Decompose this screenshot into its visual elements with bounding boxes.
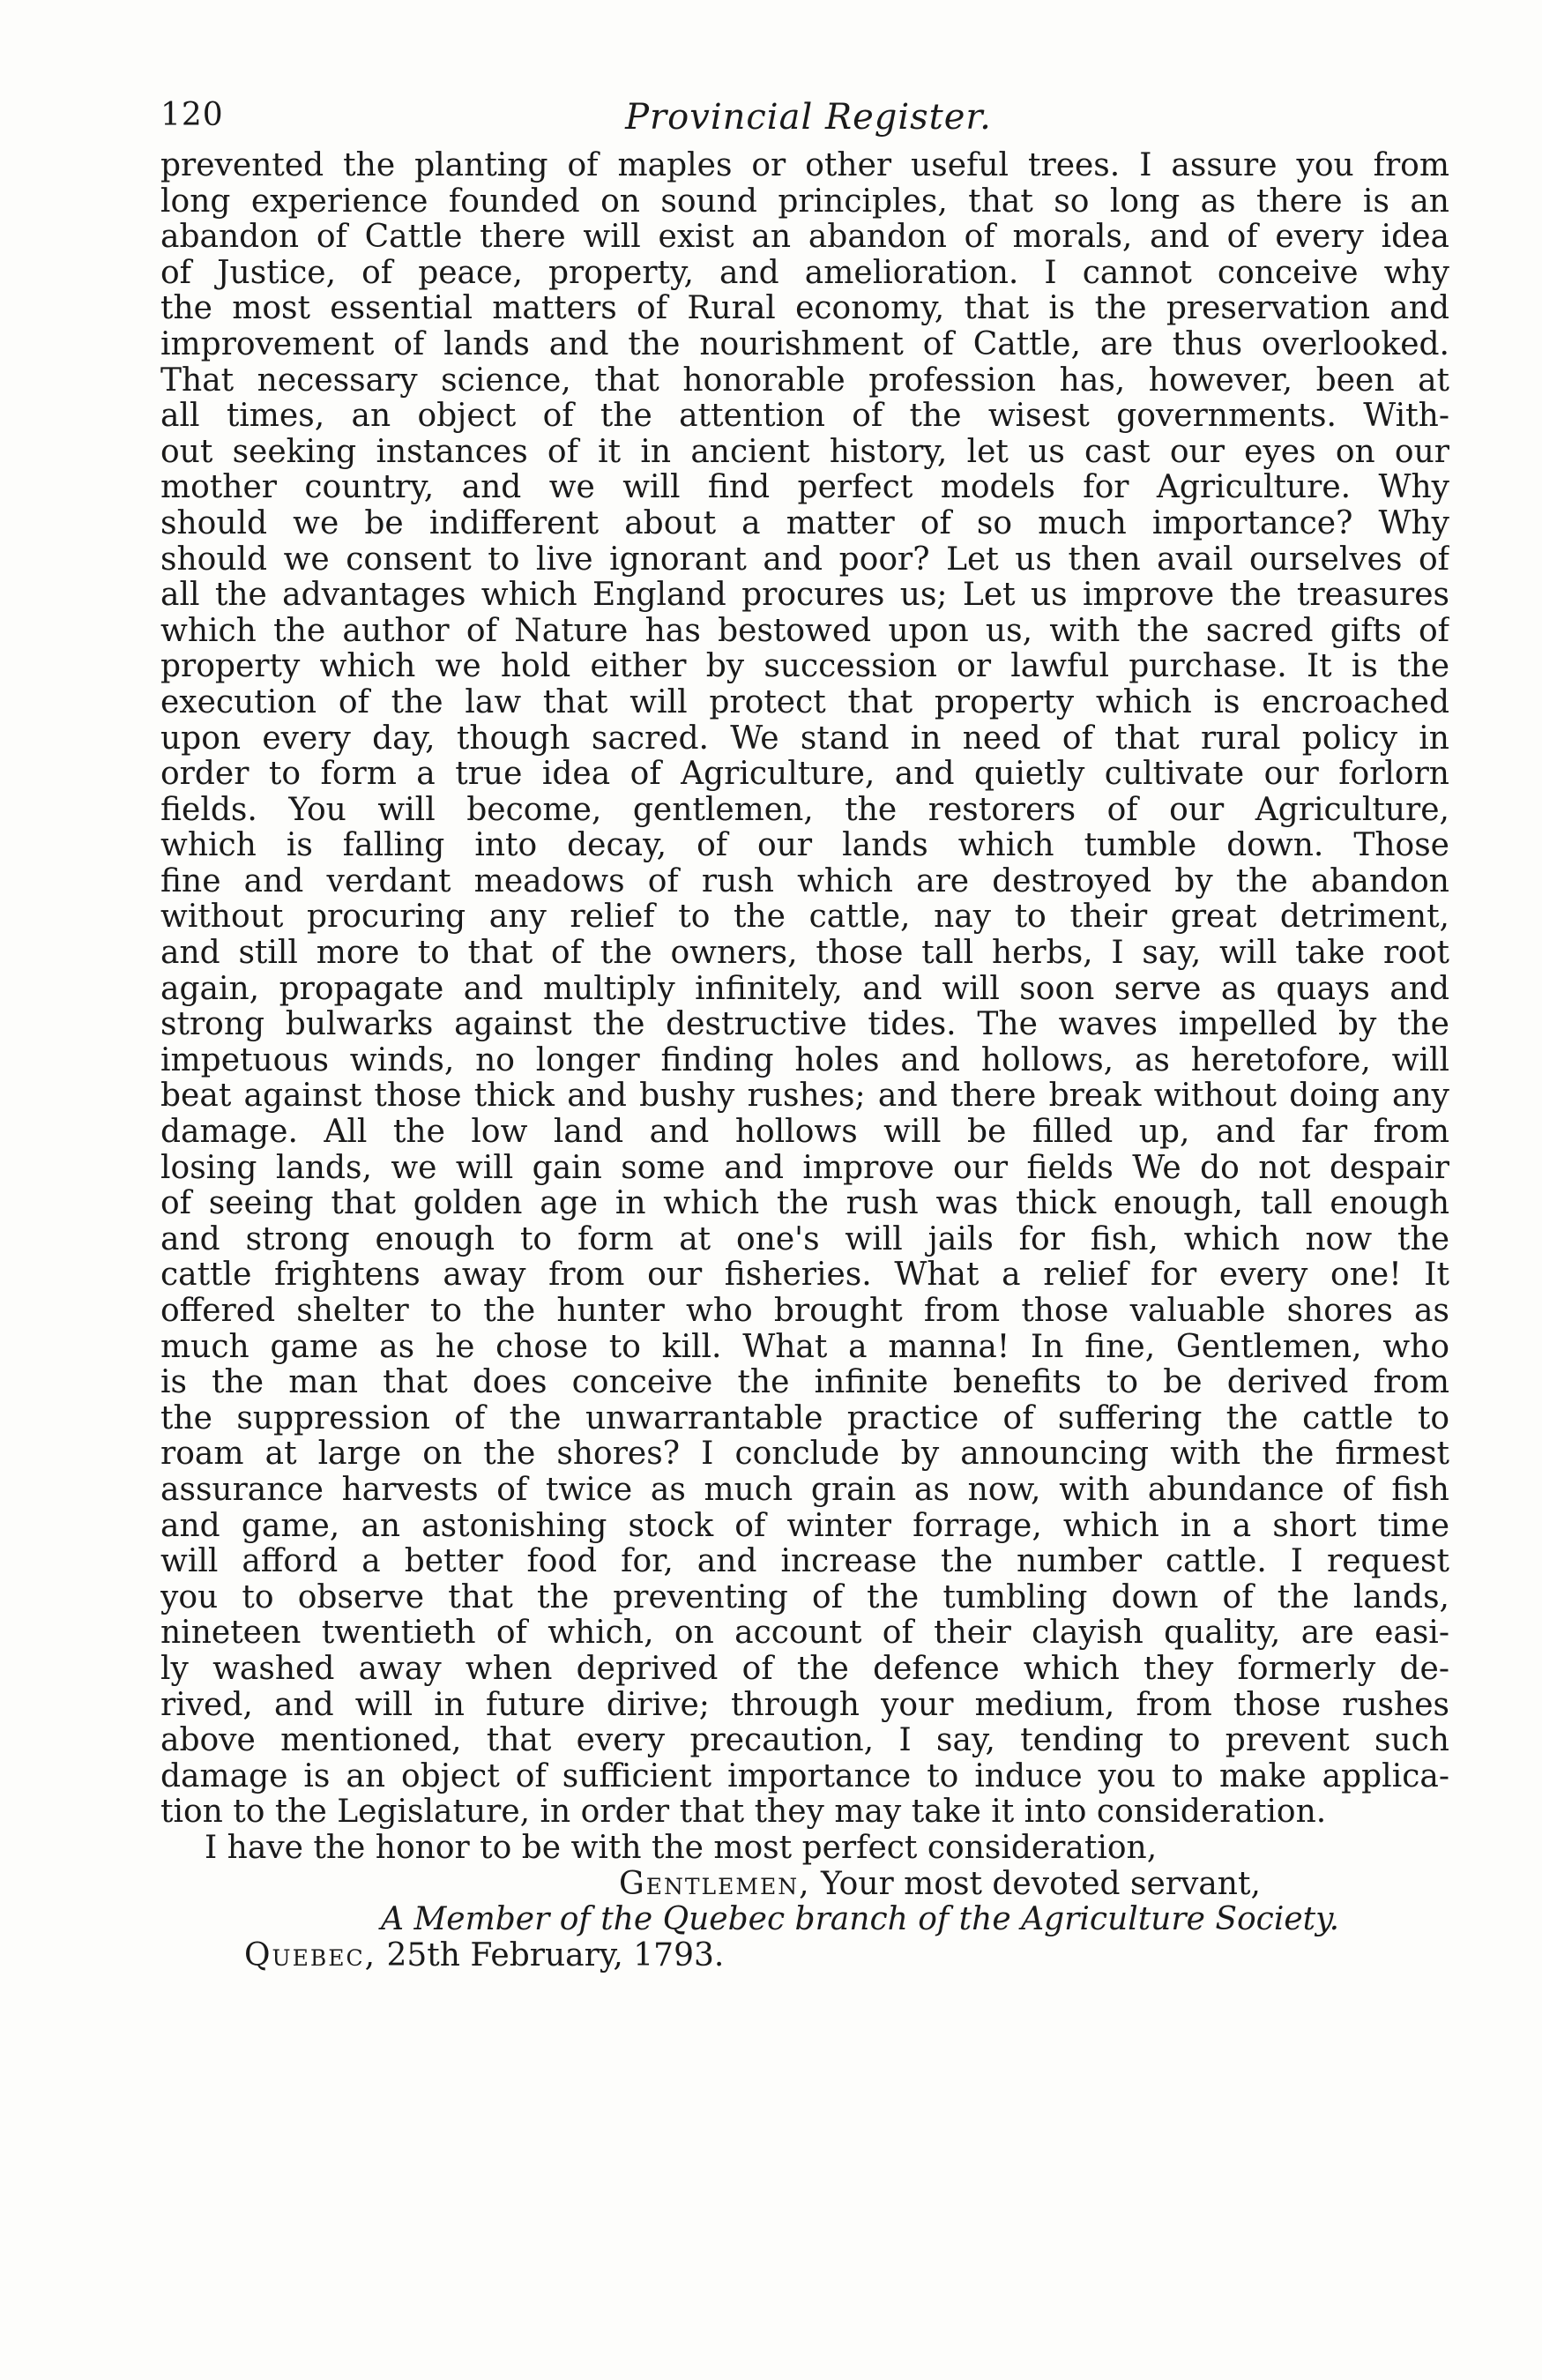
text-line: tion to the Legislature, in order that they may take it into consideration. bbox=[160, 1794, 1327, 1831]
text-line: out seeking instances of it in ancient history, let us cast our eyes on our bbox=[160, 434, 1449, 470]
text-line: upon every day, though sacred. We stand in need of that rural policy in bbox=[160, 720, 1449, 757]
text-line: the most essential matters of Rural economy, that is the preservation and bbox=[160, 291, 1449, 327]
text-line: damage. All the low land and hollows will be filled up, and far from bbox=[160, 1115, 1449, 1151]
text-line: fine and verdant meadows of rush which are destroyed by the abandon bbox=[160, 863, 1449, 899]
text-line: order to form a true idea of Agriculture, and quietly cultivate our forlorn bbox=[160, 757, 1449, 793]
text-line: of seeing that golden age in which the rush was thick enough, tall enough bbox=[160, 1186, 1449, 1222]
salutation: Gentlemen, bbox=[619, 1865, 811, 1902]
closing-line: I have the honor to be with the most perfect consideration, bbox=[205, 1830, 1158, 1866]
text-line: and strong enough to form at one's will jails for fish, which now the bbox=[160, 1221, 1449, 1257]
valediction: Your most devoted servant, bbox=[821, 1865, 1261, 1902]
text-line: beat against those thick and bushy rushes; and there break without doing any bbox=[160, 1078, 1449, 1115]
dateline bbox=[160, 1938, 1449, 1974]
text-line: is the man that does conceive the infinite benefits to be derived from bbox=[160, 1365, 1449, 1401]
text-line: damage is an object of sufficient importance to induce you to make applica- bbox=[160, 1758, 1449, 1794]
text-line: cattle frightens away from our fisheries. What a relief for every one! It bbox=[160, 1257, 1449, 1294]
text-line: and still more to that of the owners, those tall herbs, I say, will take root bbox=[160, 936, 1449, 972]
text-line: nineteen twentieth of which, on account of their clayish quality, are easi- bbox=[160, 1615, 1449, 1652]
text-line: above mentioned, that every precaution, I say, tending to prevent such bbox=[160, 1723, 1449, 1759]
place: Quebec, bbox=[244, 1936, 377, 1973]
text-line: and game, an astonishing stock of winter forrage, which in a short time bbox=[160, 1508, 1449, 1544]
text-line: fields. You will become, gentlemen, the restorers of our Agriculture, bbox=[160, 792, 1449, 828]
text-line: should we be indifferent about a matter of so much importance? Why bbox=[160, 505, 1449, 541]
text-line: all times, an object of the attention of the wisest governments. With- bbox=[160, 399, 1449, 435]
text-line: roam at large on the shores? I conclude by announcing with the firmest bbox=[160, 1436, 1449, 1473]
page-header bbox=[160, 97, 1456, 150]
text-line: ly washed away when deprived of the defence which they formerly de- bbox=[160, 1651, 1449, 1687]
text-line: you to observe that the preventing of the tumbling down of the lands, bbox=[160, 1579, 1449, 1615]
text-line: assurance harvests of twice as much grain as now, with abundance of fish bbox=[160, 1472, 1449, 1508]
signatory: A Member of the Quebec branch of the Agriculture Society. bbox=[381, 1901, 1340, 1938]
text-line: prevented the planting of maples or other useful trees. I assure you from bbox=[160, 148, 1449, 183]
text-line: losing lands, we will gain some and improve our fields We do not despair bbox=[160, 1150, 1449, 1186]
text-line: much game as he chose to kill. What a manna! In fine, Gentlemen, who bbox=[160, 1329, 1449, 1365]
text-line: without procuring any relief to the cattle, nay to their great detriment, bbox=[160, 899, 1449, 936]
text-line: which is falling into decay, of our lands which tumble down. Those bbox=[160, 828, 1449, 864]
text-line: mother country, and we will find perfect models for Agriculture. Why bbox=[160, 470, 1449, 506]
text-line: rived, and will in future dirive; through your medium, from those rushes bbox=[160, 1687, 1449, 1723]
text-line: of Justice, of peace, property, and amelioration. I cannot conceive why bbox=[160, 255, 1449, 291]
text-line: which the author of Nature has bestowed upon us, with the sacred gifts of bbox=[160, 613, 1449, 649]
text-line: execution of the law that will protect that property which is encroached bbox=[160, 684, 1449, 720]
running-title: Provincial Register. bbox=[625, 97, 992, 138]
text-line: long experience founded on sound principles, that so long as there is an bbox=[160, 183, 1449, 220]
text-line: should we consent to live ignorant and poor? Let us then avail ourselves of bbox=[160, 541, 1449, 578]
text-line: property which we hold either by succession or lawful purchase. It is the bbox=[160, 649, 1449, 685]
signature-block bbox=[160, 1867, 1449, 1974]
text-line: That necessary science, that honorable profession has, however, been at bbox=[160, 362, 1449, 399]
text-line: again, propagate and multiply infinitely, and will soon serve as quays and bbox=[160, 971, 1449, 1007]
text-line: strong bulwarks against the destructive tides. The waves impelled by the bbox=[160, 1007, 1449, 1043]
letter-body bbox=[160, 148, 1449, 1867]
text-line: the suppression of the unwarrantable practice of suffering the cattle to bbox=[160, 1400, 1449, 1436]
text-line: abandon of Cattle there will exist an abandon of morals, and of every idea bbox=[160, 220, 1449, 256]
page-number: 120 bbox=[160, 97, 224, 133]
text-line: impetuous winds, no longer finding holes and hollows, as heretofore, will bbox=[160, 1042, 1449, 1078]
text-line: improvement of lands and the nourishment of Cattle, are thus overlooked. bbox=[160, 326, 1449, 362]
text-line: will afford a better food for, and increase the number cattle. I request bbox=[160, 1544, 1449, 1580]
salutation-line bbox=[160, 1867, 1449, 1903]
date: 25th February, 1793. bbox=[386, 1936, 725, 1973]
text-line: all the advantages which England procures us; Let us improve the treasures bbox=[160, 578, 1449, 614]
text-line: offered shelter to the hunter who brought from those valuable shores as bbox=[160, 1294, 1449, 1329]
